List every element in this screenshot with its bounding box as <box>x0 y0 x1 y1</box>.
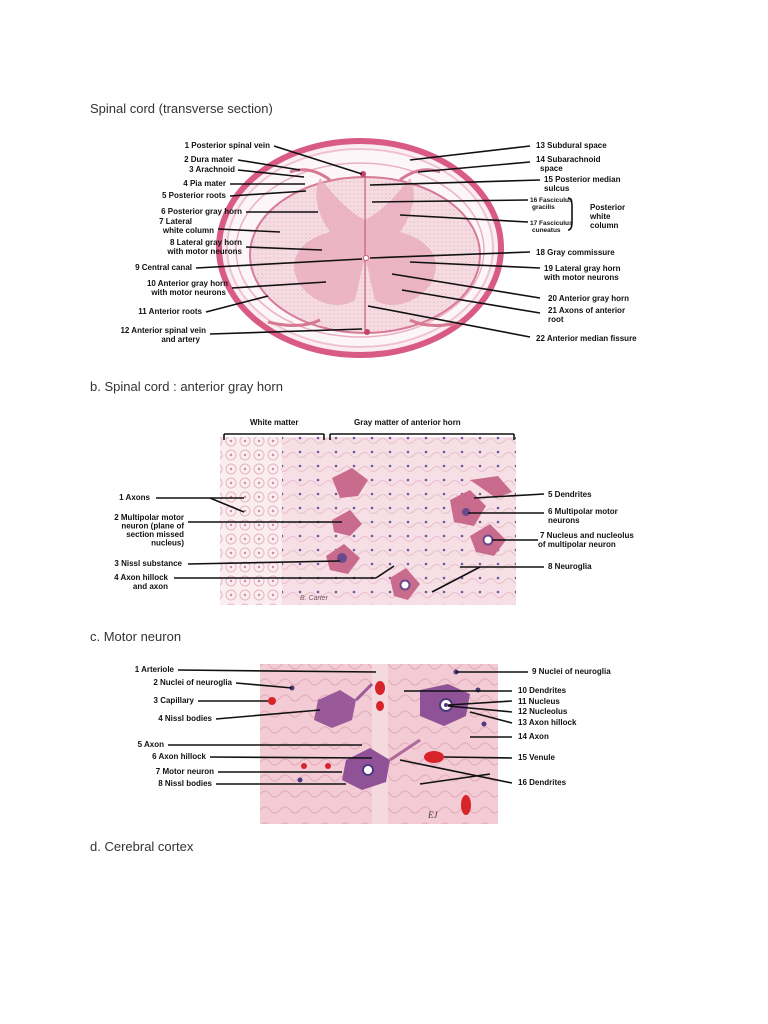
section-d-title: d. Cerebral cortex <box>90 839 194 854</box>
fig3-label-10: 10 Dendrites <box>518 686 567 695</box>
fig1-label-19: 19 Lateral gray horn with motor neurons <box>544 264 621 282</box>
fig3-label-7: 7 Motor neuron <box>155 767 214 776</box>
fig3-label-15: 15 Venule <box>518 753 555 762</box>
fig3-label-1: 1 Arteriole <box>134 665 174 674</box>
fig1-label-13: 13 Subdural space <box>536 141 607 150</box>
fig1-label-5: 5 Posterior roots <box>161 191 226 200</box>
fig3-label-4: 4 Nissl bodies <box>158 714 212 723</box>
fig1-label-7: 7 Lateral white column <box>159 217 214 235</box>
fig1-label-17: 17 Fasciculus cuneatus <box>530 220 573 234</box>
fig3-label-11: 11 Nucleus <box>518 697 560 706</box>
fig3-label-2: 2 Nuclei of neuroglia <box>153 678 232 687</box>
fig2-label-2: 2 Multipolar motor neuron (plane of section missed nucleus) <box>114 513 184 548</box>
fig1-label-4: 4 Pia mater <box>183 179 226 188</box>
fig1-label-6: 6 Posterior gray horn <box>161 207 242 216</box>
fig3-label-3: 3 Capillary <box>153 696 194 705</box>
fig2-label-8: 8 Neuroglia <box>548 562 592 571</box>
fig1-label-18: 18 Gray commissure <box>536 248 615 257</box>
fig2-label-3: 3 Nissl substance <box>114 559 182 568</box>
motor-neuron-image <box>260 664 498 824</box>
fig3-label-9: 9 Nuclei of neuroglia <box>532 667 611 676</box>
anterior-horn-image <box>220 437 516 605</box>
fig3-label-16: 16 Dendrites <box>518 778 567 787</box>
fig3-label-5: 5 Axon <box>137 740 164 749</box>
fig3-label-12: 12 Nucleolus <box>518 707 568 716</box>
fig1-label-12: 12 Anterior spinal vein and artery <box>120 326 206 344</box>
fig1-label-16: 16 Fasciculus gracilis <box>530 197 573 211</box>
fig1-label-3: 3 Arachnoid <box>189 165 235 174</box>
fig2-label-1: 1 Axons <box>119 493 150 502</box>
section-c-title: c. Motor neuron <box>90 629 182 644</box>
fig2-label-6: 6 Multipolar motor neurons <box>548 507 618 525</box>
fig2-header-white-matter: White matter <box>250 418 299 427</box>
section-b-title: b. Spinal cord : anterior gray horn <box>90 379 283 394</box>
section-a-title: Spinal cord (transverse section) <box>90 101 273 116</box>
fig3-label-13: 13 Axon hillock <box>518 718 577 727</box>
fig1-label-8: 8 Lateral gray horn with motor neurons <box>167 238 242 256</box>
fig3-label-14: 14 Axon <box>518 732 549 741</box>
fig1-label-22: 22 Anterior median fissure <box>536 334 637 343</box>
fig3-signature: EJ <box>428 810 438 820</box>
fig1-label-11: 11 Anterior roots <box>138 307 202 316</box>
fig1-right-labels <box>530 141 637 343</box>
fig2-label-4: 4 Axon hillock and axon <box>114 573 168 591</box>
fig1-bracket-label: Posterior white column <box>590 203 626 230</box>
fig1-label-10: 10 Anterior gray horn with motor neurons <box>146 279 228 297</box>
fig2-signature: B. Carter <box>300 595 329 602</box>
fig2-headers <box>224 416 514 440</box>
fig2-label-5: 5 Dendrites <box>548 490 592 499</box>
fig1-label-20: 20 Anterior gray horn <box>548 294 630 303</box>
fig1-label-9: 9 Central canal <box>135 263 192 272</box>
fig3-label-6: 6 Axon hillock <box>152 752 206 761</box>
fig1-label-15: 15 Posterior median sulcus <box>544 175 621 193</box>
fig1-label-1: 1 Posterior spinal vein <box>184 141 270 150</box>
fig1-label-14: 14 Subarachnoid space <box>536 155 601 173</box>
fig2-label-7: 7 Nucleus and nucleolus of multipolar neuron <box>538 531 634 549</box>
fig1-label-21: 21 Axons of anterior root <box>548 306 626 324</box>
fig1-label-2: 2 Dura mater <box>184 155 233 164</box>
fig3-label-8: 8 Nissl bodies <box>158 779 212 788</box>
fig2-header-gray-matter: Gray matter of anterior horn <box>354 418 461 427</box>
